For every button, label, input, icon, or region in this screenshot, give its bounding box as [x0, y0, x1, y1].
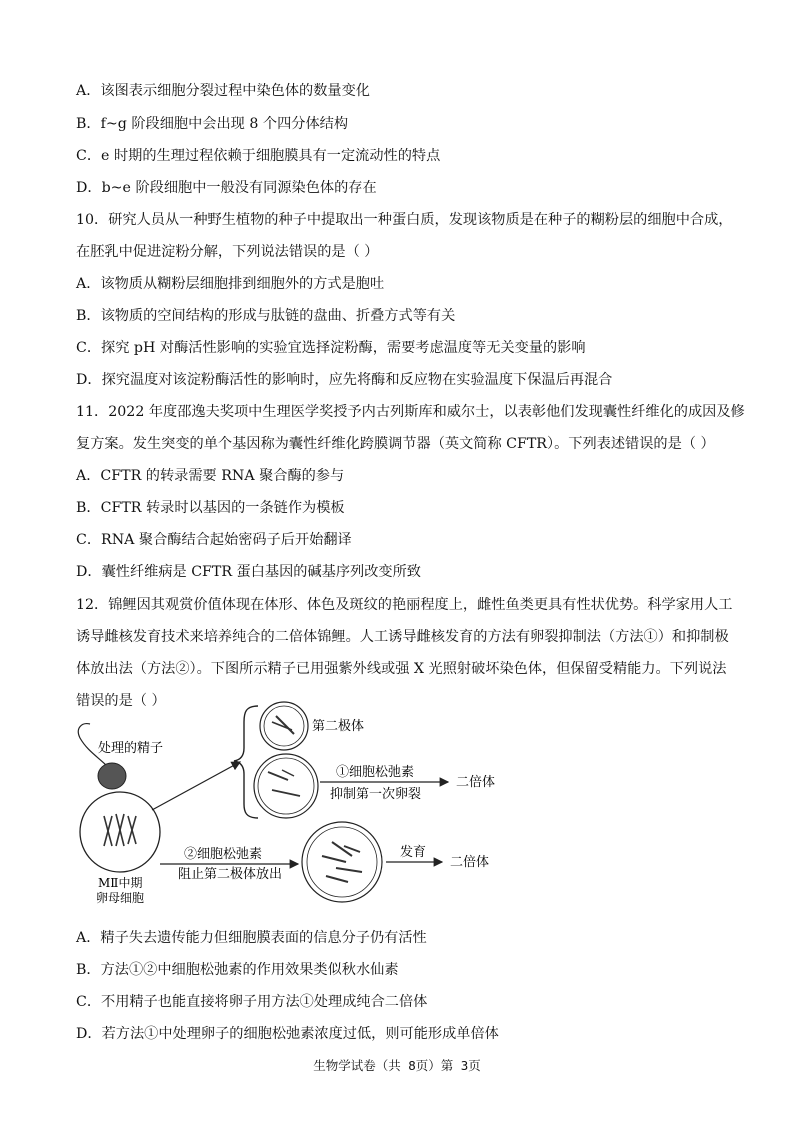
arrow-to-brace: [152, 762, 240, 810]
oocyte-label-line2: 卵母细胞: [96, 891, 145, 905]
q12-option-c: C．不用精子也能直接将卵子用方法①处理成纯合二倍体: [76, 994, 428, 1010]
egg-cell-method1: [254, 754, 318, 818]
q12-stem-line1: 12．锦鲤因其观赏价值体现在体形、体色及斑纹的艳丽程度上，雌性鱼类更具有性状优势。科学家用人工: [76, 597, 733, 613]
develop-label: 发育: [400, 845, 427, 860]
q11-option-c: C．RNA 聚合酶结合起始密码子后开始翻译: [76, 532, 352, 548]
q11-option-a: A．CFTR 的转录需要 RNA 聚合酶的参与: [76, 468, 345, 484]
brace: [234, 706, 258, 818]
method1-label-line2: 抑制第一次卵裂: [330, 787, 422, 802]
q9-option-b: B．f~g 阶段细胞中会出现 8 个四分体结构: [76, 116, 349, 132]
q9-option-d: D．b~e 阶段细胞中一般没有同源染色体的存在: [76, 180, 377, 196]
q9-option-c: C．e 时期的生理过程依赖于细胞膜具有一定流动性的特点: [76, 148, 441, 164]
q9-option-a: A．该图表示细胞分裂过程中染色体的数量变化: [76, 83, 370, 99]
q12-stem-line2: 诱导雌核发育技术来培养纯合的二倍体锦鲤。人工诱导雌核发育的方法有卵裂抑制法（方法①）和抑制极: [76, 629, 729, 645]
method2-label-line1: ②细胞松弛素: [184, 847, 263, 862]
result-diploid-2: 二倍体: [450, 855, 490, 870]
result-diploid-1: 二倍体: [456, 775, 496, 790]
method2-label-line2: 阻止第二极体放出: [178, 867, 283, 882]
q10-option-d: D．探究温度对该淀粉酶活性的影响时，应先将酶和反应物在实验温度下保温后再混合: [76, 372, 613, 388]
sperm-head: [98, 763, 126, 789]
method1-label-line1: ①细胞松弛素: [336, 765, 415, 780]
q12-stem-line4: 错误的是（ ）: [76, 693, 166, 709]
q10-option-b: B．该物质的空间结构的形成与肽链的盘曲、折叠方式等有关: [76, 308, 456, 324]
q11-stem-line2: 复方案。发生突变的单个基因称为囊性纤维化跨膜调节器（英文简称 CFTR）。下列表述错误的是（ ）: [76, 436, 715, 452]
q12-stem-line3: 体放出法（方法②）。下图所示精子已用强紫外线或强 X 光照射破坏染色体，但保留受精能力。下列说法: [76, 661, 727, 677]
polar-body-label: 第二极体: [312, 719, 365, 734]
q12-option-b: B．方法①②中细胞松弛素的作用效果类似秋水仙素: [76, 962, 399, 978]
q10-option-c: C．探究 pH 对酶活性影响的实验宜选择淀粉酶，需要考虑温度等无关变量的影响: [76, 340, 586, 356]
sperm-label: 处理的精子: [98, 741, 164, 756]
q10-stem-line2: 在胚乳中促进淀粉分解，下列说法错误的是（ ）: [76, 244, 379, 260]
q12-option-a: A．精子失去遗传能力但细胞膜表面的信息分子仍有活性: [76, 930, 427, 946]
q12-option-d: D．若方法①中处理卵子的细胞松弛素浓度过低，则可能形成单倍体: [76, 1026, 499, 1042]
q11-option-b: B．CFTR 转录时以基因的一条链作为模板: [76, 500, 345, 516]
q12-diagram: [0, 700, 794, 920]
q10-stem-line1: 10．研究人员从一种野生植物的种子中提取出一种蛋白质，发现该物质是在种子的糊粉层的细胞中合成，: [76, 212, 733, 228]
oocyte-label-line1: MⅡ中期: [98, 876, 143, 890]
page-footer: 生物学试卷（共 8页）第 3页: [313, 1058, 481, 1073]
q11-stem-line1: 11．2022 年度邵逸夫奖项中生理医学奖授予内古列斯库和威尔士，以表彰他们发现囊性纤维化的成因及修: [76, 404, 745, 420]
q10-option-a: A．该物质从糊粉层细胞排到细胞外的方式是胞吐: [76, 276, 385, 292]
q11-option-d: D．囊性纤维病是 CFTR 蛋白基因的碱基序列改变所致: [76, 564, 421, 580]
